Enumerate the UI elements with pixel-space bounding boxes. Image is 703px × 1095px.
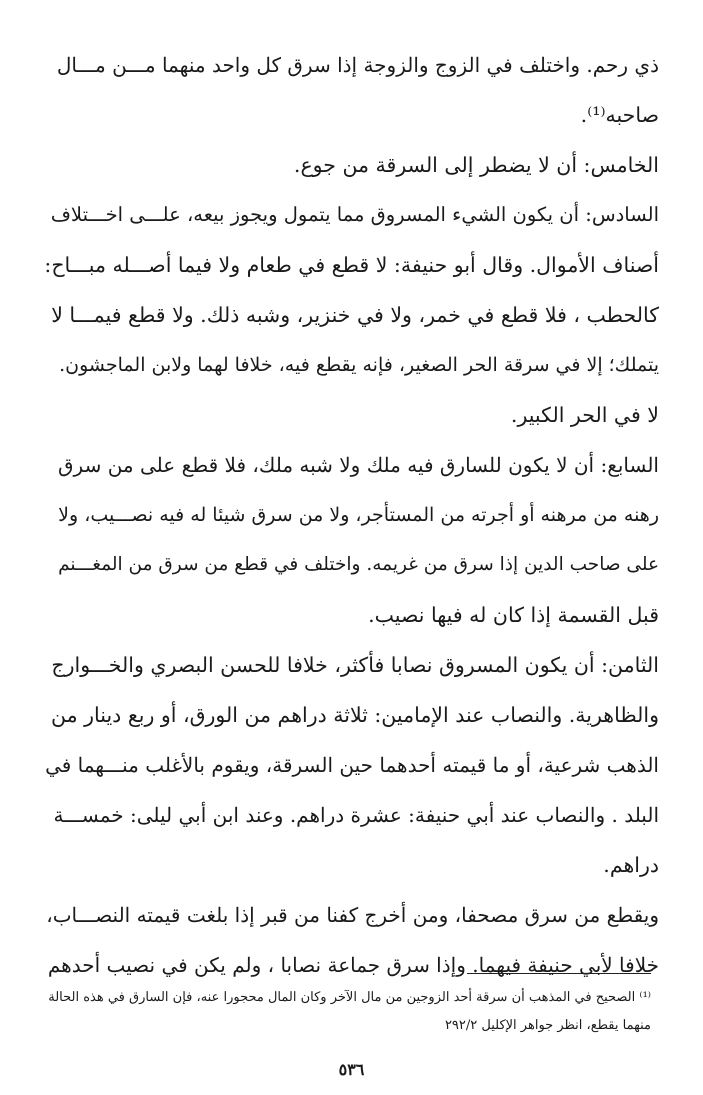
footnotes bbox=[44, 984, 651, 1040]
text-line: قبل القسمة إذا كان له فيها نصيب. bbox=[368, 603, 659, 627]
text-line: صاحبه⁽¹⁾. bbox=[580, 103, 659, 127]
text-line: البلد . والنصاب عند أبي حنيفة: عشرة دراهم. وعند ابن أبي ليلى: خمســـة bbox=[53, 803, 659, 827]
text-line: لا في الحر الكبير. bbox=[510, 403, 659, 427]
text-line: يتملك؛ إلا في سرقة الحر الصغير، فإنه يقطع فيه، خلافا لهما ولابن الماجشون. bbox=[59, 354, 659, 376]
text-line: الخامس: أن لا يضطر إلى السرقة من جوع. bbox=[293, 153, 659, 177]
text-line: الثامن: أن يكون المسروق نصابا فأكثر، خلافا للحسن البصري والخـــوارج bbox=[51, 653, 659, 677]
page-number: ٥٣٦ bbox=[338, 1060, 365, 1079]
body-text bbox=[44, 40, 659, 990]
text-line: دراهم. bbox=[603, 853, 659, 877]
text-line: كالحطب ، فلا قطع في خمر، ولا في خنزير، وشبه ذلك. ولا قطع فيمـــا لا bbox=[51, 303, 659, 327]
footnote-line: ⁽¹⁾ الصحيح في المذهب أن سرقة أحد الزوجين من مال الآخر وكان المال محجورا عنه، فإن السارق في هذه الحالة bbox=[48, 990, 651, 1005]
text-line: والظاهرية. والنصاب عند الإمامين: ثلاثة دراهم من الورق، أو ربع دينار من bbox=[51, 703, 659, 727]
footnote-line: منهما يقطع، انظر جواهر الإكليل ٢٩٢/٢ bbox=[444, 1018, 651, 1033]
text-line: السادس: أن يكون الشيء المسروق مما يتمول ويجوز بيعه، علـــى اخـــتلاف bbox=[50, 203, 659, 226]
text-line: الذهب شرعية، أو ما قيمته أحدهما حين السرقة، ويقوم بالأغلب منـــهما في bbox=[45, 753, 659, 777]
text-line: أصناف الأموال. وقال أبو حنيفة: لا قطع في طعام ولا فيما أصـــله مبـــاح: bbox=[44, 253, 659, 277]
text-line: على صاحب الدين إذا سرق من غريمه. واختلف في قطع من سرق من المغـــنم bbox=[58, 554, 659, 575]
text-line: خلافا لأبي حنيفة فيهما. وإذا سرق جماعة نصابا ، ولم يكن في نصيب أحدهم bbox=[47, 953, 659, 977]
footnote-divider bbox=[467, 973, 651, 974]
text-line: ويقطع من سرق مصحفا، ومن أخرج كفنا من قبر إذا بلغت قيمته النصـــاب، bbox=[46, 903, 659, 927]
text-line: رهنه من مرهنه أو أجرته من المستأجر، ولا من سرق شيئا له فيه نصـــيب، ولا bbox=[58, 504, 659, 526]
text-line: السابع: أن لا يكون للسارق فيه ملك ولا شبه ملك، فلا قطع على من سرق bbox=[58, 453, 659, 477]
text-line: ذي رحم. واختلف في الزوج والزوجة إذا سرق كل واحد منهما مـــن مـــال bbox=[56, 53, 659, 77]
